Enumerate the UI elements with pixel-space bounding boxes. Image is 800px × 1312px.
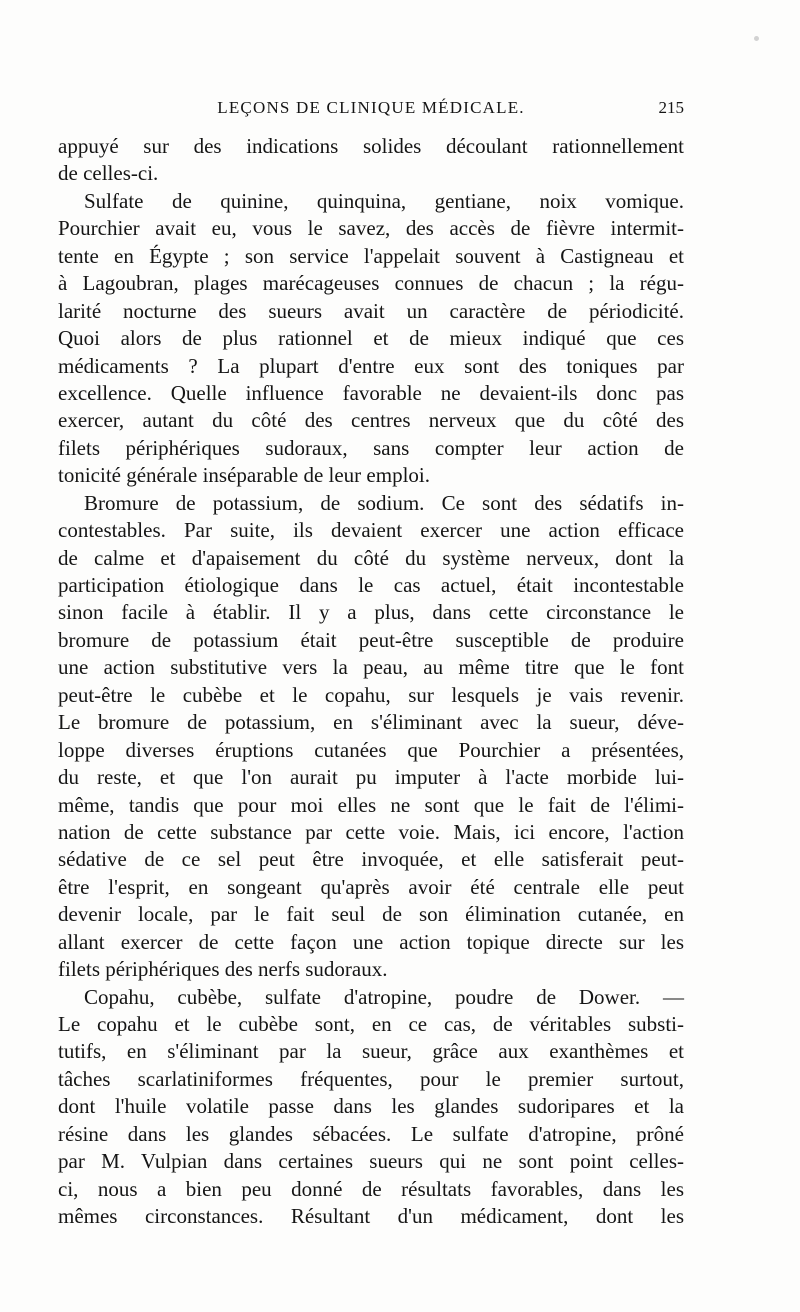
text-line: tente en Égypte ; son service l'appelait souvent à Castigneau et	[58, 243, 684, 268]
text-line: par M. Vulpian dans certaines sueurs qui ne sont point celles-	[58, 1149, 684, 1174]
text-line: résine dans les glandes sébacées. Le sulfate d'atropine, prôné	[58, 1121, 684, 1146]
text-line: dont l'huile volatile passe dans les glandes sudoripares et la	[58, 1094, 684, 1119]
text-line: Le bromure de potassium, en s'éliminant avec la sueur, déve-	[58, 710, 684, 735]
text-line: mêmes circonstances. Résultant d'un médicament, dont les	[58, 1204, 684, 1229]
text-line: Le copahu et le cubèbe sont, en ce cas, de véritables substi-	[58, 1012, 684, 1036]
text-line: devenir locale, par le fait seul de son élimination cutanée, en	[58, 902, 684, 927]
scan-speck	[754, 36, 759, 41]
text-line: tutifs, en s'éliminant par la sueur, grâce aux exanthèmes et	[58, 1039, 684, 1064]
text-line: Pourchier avait eu, vous le savez, des accès de fièvre intermit-	[58, 216, 684, 241]
text-line: de celles-ci.	[58, 161, 159, 186]
text-line: contestables. Par suite, ils devaient exercer une action efficace	[58, 518, 684, 543]
text-line: loppe diverses éruptions cutanées que Pourchier a présentées,	[58, 737, 684, 762]
text-line: de calme et d'apaisement du côté du système nerveux, dont la	[58, 545, 684, 570]
text-line: ci, nous a bien peu donné de résultats favorables, dans les	[58, 1176, 684, 1201]
text-line: allant exercer de cette façon une action topique directe sur les	[58, 929, 684, 954]
text-line: à Lagoubran, plages marécageuses connues de chacun ; la régu-	[58, 271, 684, 296]
text-line: sédative de ce sel peut être invoquée, et elle satisferait peut-	[58, 847, 684, 872]
text-line: appuyé sur des indications solides découlant rationnellement	[58, 134, 684, 158]
text-line: excellence. Quelle influence favorable ne devaient-ils donc pas	[58, 380, 684, 405]
paragraph-heading-line: Sulfate de quinine, quinquina, gentiane, noix vomique.	[84, 188, 684, 213]
text-line: participation étiologique dans le cas actuel, était incontestable	[58, 573, 684, 597]
text-line: exercer, autant du côté des centres nerveux que du côté des	[58, 408, 684, 433]
page-header	[58, 98, 684, 128]
text-line: filets périphériques des nerfs sudoraux.	[58, 957, 388, 982]
text-line: larité nocturne des sueurs avait un caractère de périodicité.	[58, 298, 684, 323]
text-line: tâches scarlatiniformes fréquentes, pour le premier surtout,	[58, 1066, 684, 1091]
text-line: bromure de potassium était peut-être susceptible de produire	[58, 627, 684, 652]
text-line: sinon facile à établir. Il y a plus, dans cette circonstance le	[58, 600, 684, 625]
text-line: tonicité générale inséparable de leur emploi.	[58, 463, 431, 488]
body-text	[58, 133, 684, 1231]
paragraph-heading-line: Bromure de potassium, de sodium. Ce sont des sédatifs in-	[84, 490, 684, 515]
text-line: Quoi alors de plus rationnel et de mieux indiqué que ces	[58, 326, 684, 351]
text-line: nation de cette substance par cette voie. Mais, ici encore, l'action	[58, 819, 684, 844]
text-line: médicaments ? La plupart d'entre eux sont des toniques par	[58, 353, 684, 378]
text-line: filets périphériques sudoraux, sans compter leur action de	[58, 435, 684, 460]
text-line: une action substitutive vers la peau, au même titre que le font	[58, 655, 684, 680]
text-line: peut-être le cubèbe et le copahu, sur lesquels je vais revenir.	[58, 682, 684, 707]
paragraph-heading-line: Copahu, cubèbe, sulfate d'atropine, poudre de Dower. —	[84, 984, 684, 1009]
running-title: LEÇONS DE CLINIQUE MÉDICALE.	[217, 98, 525, 117]
text-line: être l'esprit, en songeant qu'après avoir été centrale elle peut	[58, 874, 684, 899]
text-line: même, tandis que pour moi elles ne sont que le fait de l'élimi-	[58, 792, 684, 817]
page-number: 215	[658, 98, 684, 117]
text-line: du reste, et que l'on aurait pu imputer à l'acte morbide lui-	[58, 765, 684, 790]
